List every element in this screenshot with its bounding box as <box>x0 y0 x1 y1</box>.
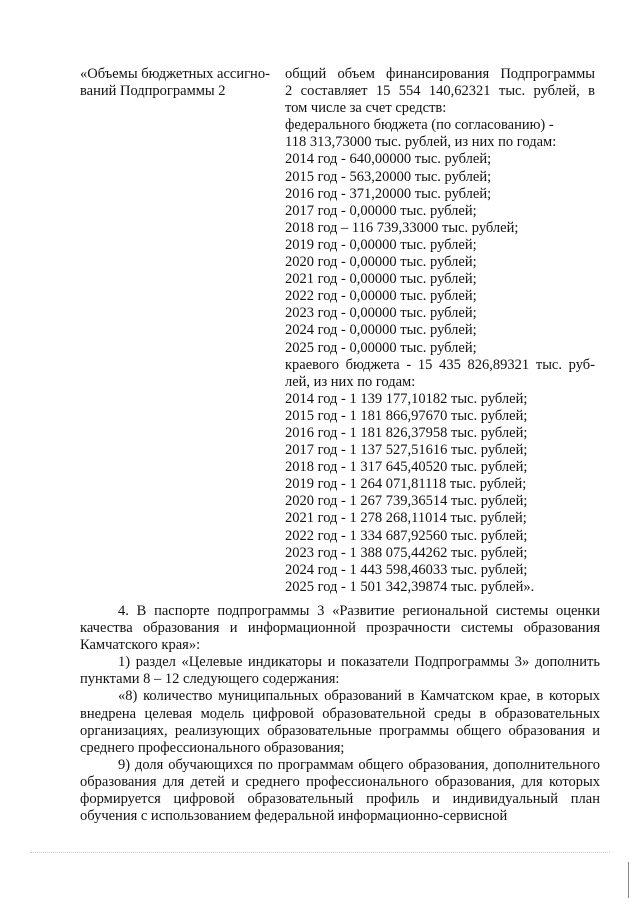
federal-year-line: 2025 год - 0,00000 тыс. рублей; <box>285 339 477 356</box>
federal-year-line: 2017 год - 0,00000 тыс. рублей; <box>285 202 477 219</box>
regional-year-line: 2019 год - 1 264 071,81118 тыс. рублей; <box>285 476 527 493</box>
funding-intro-line: общий объем финансирования Подпрограммы <box>285 66 595 82</box>
federal-year-line: 2019 год - 0,00000 тыс. рублей; <box>285 236 477 253</box>
federal-year-line: 2016 год - 371,20000 тыс. рублей; <box>285 185 492 202</box>
regional-year-line: 2022 год - 1 334 687,92560 тыс. рублей; <box>285 527 528 544</box>
regional-year-line: 2018 год - 1 317 645,40520 тыс. рублей; <box>285 459 528 476</box>
regional-year-line: 2016 год - 1 181 826,37958 тыс. рублей; <box>285 424 528 441</box>
regional-budget-line: краевого бюджета - 15 435 826,89321 тыс. руб- <box>285 356 595 373</box>
regional-year-line: 2014 год - 1 139 177,10182 тыс. рублей; <box>285 390 528 407</box>
paragraph-item-4: 4. В паспорте подпрограммы 3 «Развитие региональной системы оценки качества образования и информационной прозрачности системы образования Камчатского края»: <box>80 603 600 654</box>
regional-year-line: 2024 год - 1 443 598,46033 тыс. рублей; <box>285 561 528 578</box>
regional-year-line: 2017 год - 1 137 527,51616 тыс. рублей; <box>285 442 528 459</box>
federal-year-line: 2023 год - 0,00000 тыс. рублей; <box>285 305 477 322</box>
regional-year-line: 2020 год - 1 267 739,36514 тыс. рублей; <box>285 493 528 510</box>
paragraph-point-9: 9) доля обучающихся по программам общего образования, дополнительного образования для детей и среднего профессионального образования, для которых формируется цифровой образовательный профиль и индивидуальный план обучения с использованием федеральной информационно-сервисной <box>80 756 600 825</box>
federal-budget-line: 118 313,73000 тыс. рублей, из них по годам: <box>285 134 557 151</box>
regional-budget-line: лей, из них по годам: <box>285 373 416 390</box>
federal-year-line: 2021 год - 0,00000 тыс. рублей; <box>285 271 477 288</box>
federal-year-line: 2014 год - 640,00000 тыс. рублей; <box>285 151 492 168</box>
funding-intro-line: 2 составляет 15 554 140,62321 тыс. рублей, в <box>285 83 595 100</box>
body-text <box>80 603 600 825</box>
federal-budget-line: федерального бюджета (по согласованию) - <box>285 117 554 134</box>
scan-artifact-line <box>30 850 610 853</box>
federal-year-line: 2022 год - 0,00000 тыс. рублей; <box>285 288 477 305</box>
paragraph-subitem-1: 1) раздел «Целевые индикаторы и показатели Подпрограммы 3» дополнить пунктами 8 – 12 следующего содержания: <box>80 654 600 688</box>
federal-year-line: 2018 год – 116 739,33000 тыс. рублей; <box>285 219 519 236</box>
left-cell-line: ваний Подпрограммы 2 <box>80 83 226 99</box>
federal-year-line: 2020 год - 0,00000 тыс. рублей; <box>285 254 477 271</box>
regional-year-line: 2025 год - 1 501 342,39874 тыс. рублей». <box>285 578 535 595</box>
table-right-cell <box>285 66 595 596</box>
federal-year-line: 2024 год - 0,00000 тыс. рублей; <box>285 322 477 339</box>
regional-year-line: 2023 год - 1 388 075,44262 тыс. рублей; <box>285 544 528 561</box>
table-left-cell <box>80 66 280 100</box>
left-cell-line: «Объемы бюджетных ассигно- <box>80 66 270 82</box>
regional-year-line: 2021 год - 1 278 268,11014 тыс. рублей; <box>285 510 527 527</box>
scan-edge-mark <box>628 862 629 898</box>
funding-intro-line: том числе за счет средств: <box>285 100 447 117</box>
paragraph-point-8: «8) количество муниципальных образований в Камчатском крае, в которых внедрена целевая модель цифровой образовательной среды в образовательных организациях, реализующих образовательные программы общего образования и среднего профессионального образования; <box>80 688 600 756</box>
federal-year-line: 2015 год - 563,20000 тыс. рублей; <box>285 168 492 185</box>
regional-year-line: 2015 год - 1 181 866,97670 тыс. рублей; <box>285 407 528 424</box>
